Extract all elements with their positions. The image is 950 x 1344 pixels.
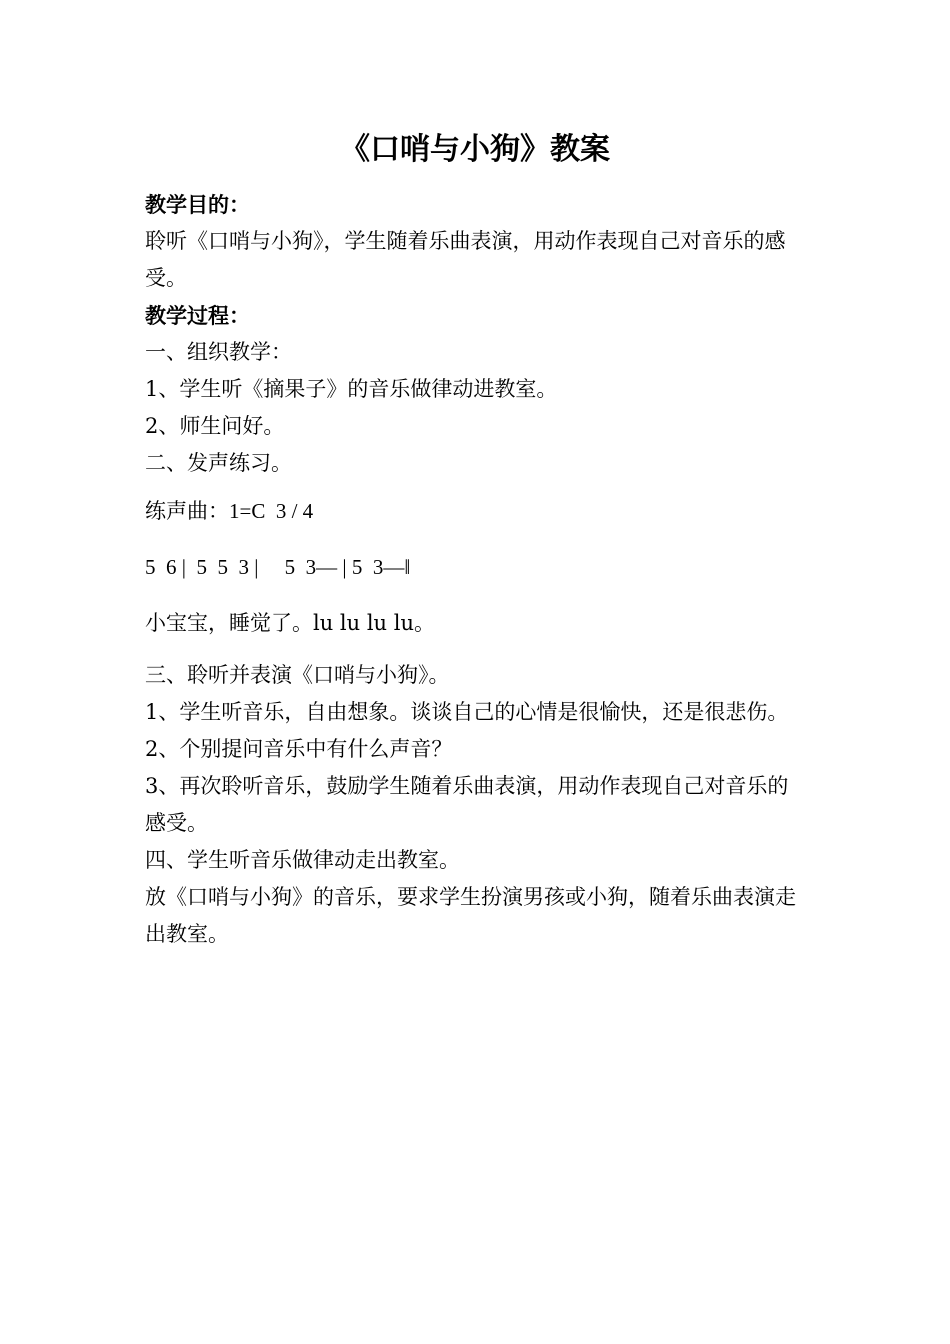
step4-title: 四、学生听音乐做律动走出教室。 — [145, 848, 460, 872]
warmup-label: 练声曲：1=C 3 / 4 — [145, 499, 314, 523]
process-heading: 教学过程： — [145, 303, 250, 328]
warmup-notation: 5 6 | 5 5 3 | 5 3— | 5 3—‖ — [145, 555, 411, 579]
step3-item-2: 2、个别提问音乐中有什么声音？ — [145, 737, 453, 761]
objective-heading: 教学目的： — [145, 192, 250, 217]
step2-title: 二、发声练习。 — [145, 451, 292, 475]
document-body — [145, 186, 809, 953]
step1-title: 一、组织教学： — [145, 340, 292, 364]
warmup-lyrics: 小宝宝，睡觉了。lu lu lu lu。 — [145, 611, 435, 635]
step3-item-1: 1、学生听音乐，自由想象。谈谈自己的心情是很愉快，还是很悲伤。 — [145, 700, 789, 724]
objective-text: 聆听《口哨与小狗》，学生随着乐曲表演，用动作表现自己对音乐的感受。 — [145, 229, 786, 290]
step1-item-1: 1、学生听《摘果子》的音乐做律动进教室。 — [145, 377, 558, 401]
step3-title: 三、聆听并表演《口哨与小狗》。 — [145, 663, 450, 687]
step1-item-2: 2、师生问好。 — [145, 414, 285, 438]
step4-text: 放《口哨与小狗》的音乐，要求学生扮演男孩或小狗，随着乐曲表演走出教室。 — [145, 885, 796, 946]
document-title: 《口哨与小狗》教案 — [340, 132, 610, 167]
step3-item-3: 3、再次聆听音乐，鼓励学生随着乐曲表演，用动作表现自己对音乐的感受。 — [145, 774, 789, 835]
